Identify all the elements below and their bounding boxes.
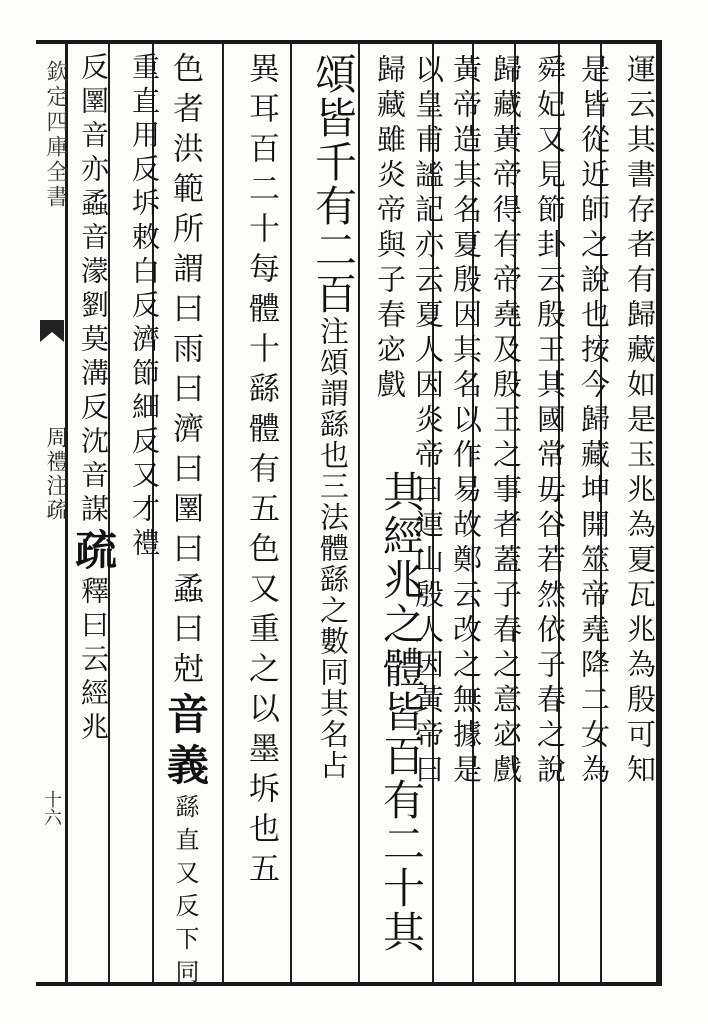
text-column-9-main: [298, 52, 358, 781]
yinyi-label: 音義: [161, 692, 210, 794]
text-column-6: 以皇甫謐記亦云夏人因炎帝曰連山殷人因黃帝曰: [411, 54, 445, 789]
shu-label: 疏: [69, 528, 118, 576]
margin-title: 欽定四庫全書: [43, 60, 68, 210]
page-number: 十六: [41, 790, 62, 826]
text-column-3: 舜妃又見節卦云殷王其國常毋谷若然依子春之說: [533, 54, 567, 789]
commentary-text: 釋曰云經兆: [77, 576, 110, 746]
text-column-7-classic: 其經兆之體皆百有二十其: [377, 470, 426, 954]
pronunciation-text-end: 禮: [128, 528, 161, 562]
yinyi-note: 繇直又反下同: [171, 794, 199, 992]
text-column-2: 是皆從近師之說也按今歸藏坤開筮帝堯降二女為: [577, 54, 611, 789]
pronunciation-text: 反圛音亦蟊音濛劉莫溝反沈音謀: [77, 52, 110, 528]
text-column-10: 異耳百二十每體十繇體有五色又重之以墨坼也五: [243, 52, 279, 892]
text-column-1: 運云其書存者有歸藏如是玉兆為夏瓦兆為殷可知: [623, 54, 657, 789]
classic-text: 頌皆千有二百: [309, 52, 358, 316]
text-column-5: 黃帝造其名夏殷因其名以作易故鄭云改之無據是: [449, 54, 483, 789]
text-column-11: [161, 52, 210, 992]
text-column-7: 歸藏雖炎帝與子春宓戲: [373, 54, 407, 404]
commentary-text: 色者洪範所謂曰雨曰濟曰圛曰蟊曰尅: [167, 52, 203, 692]
text-column-13: [69, 52, 118, 746]
column-rule: [290, 44, 292, 982]
pronunciation-text: 重直用反坼敕白反濟節細反又才: [128, 52, 161, 528]
commentary-text: 注頌謂繇也三法體繇之數同其名占: [316, 316, 350, 781]
margin-book-title: 周禮注疏: [43, 426, 68, 522]
fish-tail-mark-icon: [38, 318, 66, 344]
column-rule: [222, 44, 224, 982]
text-column-12: [116, 52, 161, 562]
column-rule: [358, 44, 360, 982]
text-column-4: 歸藏黃帝得有帝堯及殷王之事者蓋子春之意宓戲: [489, 54, 523, 789]
